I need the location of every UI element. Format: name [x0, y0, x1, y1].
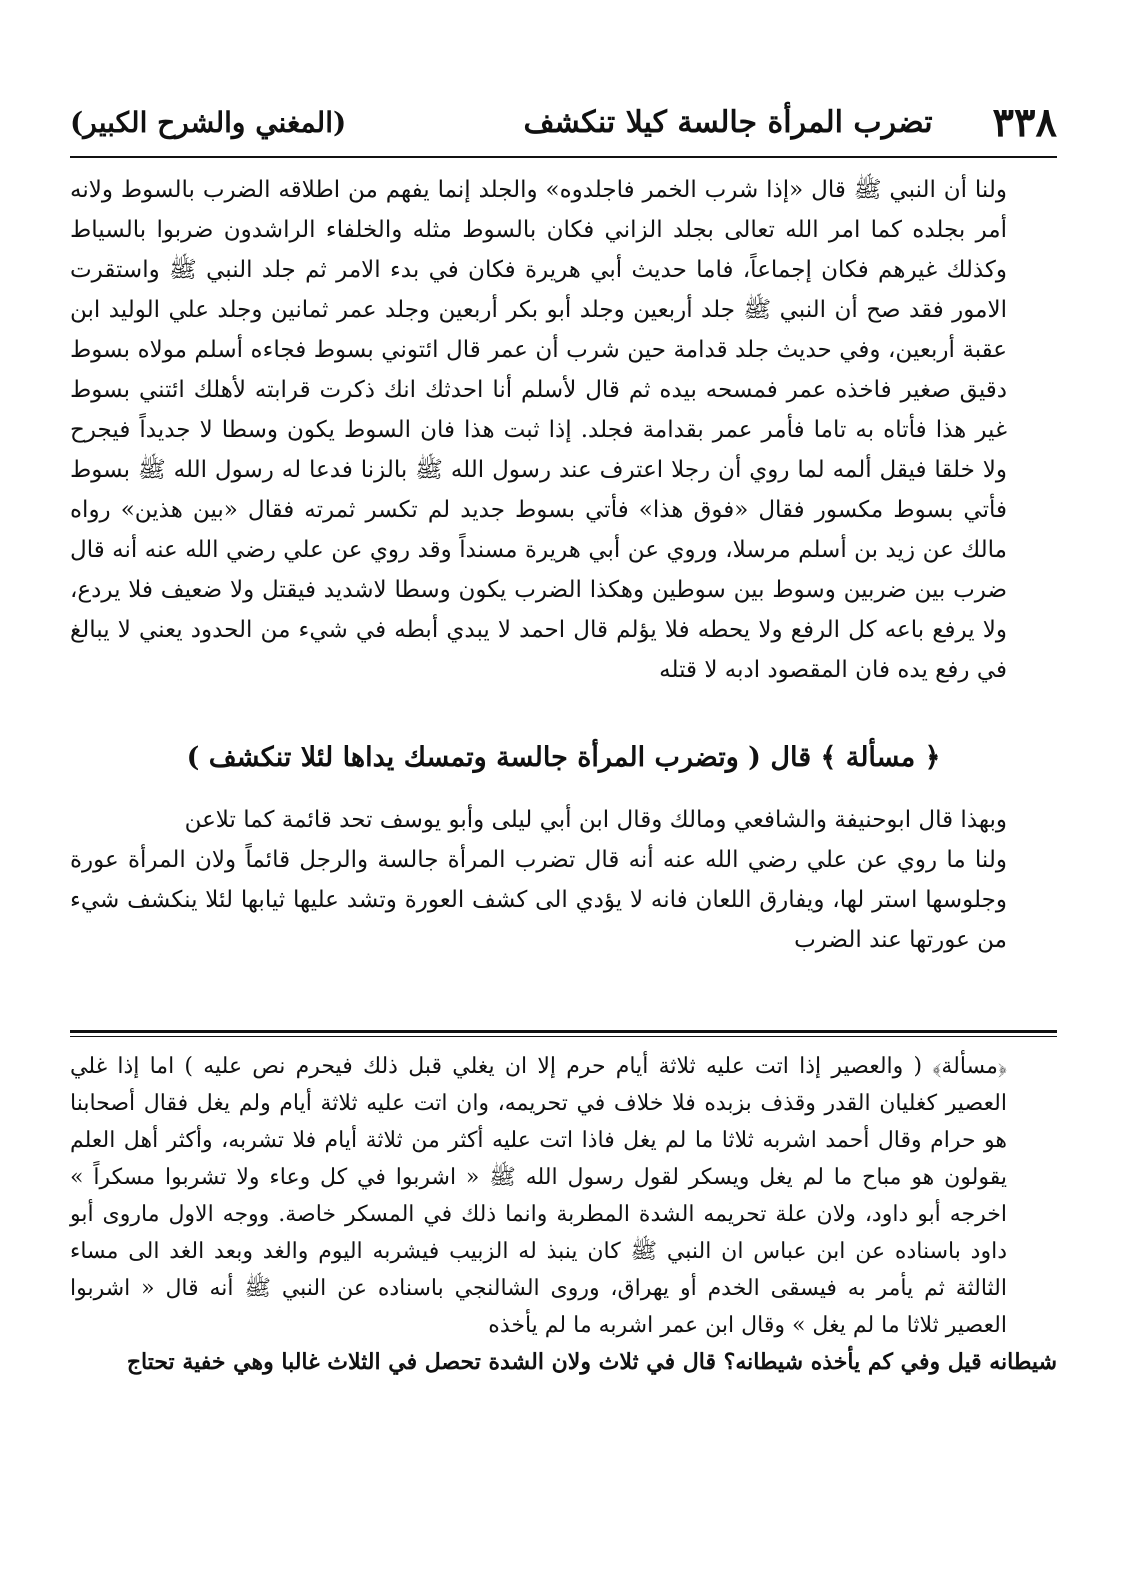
footnote-text — [70, 1048, 1057, 1381]
footnote-divider-thick — [70, 1030, 1057, 1033]
paragraph: وبهذا قال ابوحنيفة والشافعي ومالك وقال ابن أبي ليلى وأبو يوسف تحد قائمة كما تلاعن — [184, 807, 1007, 833]
footnote-paragraph: ﴿مسألة﴾ ( والعصير إذا اتت عليه ثلاثة أيام حرم إلا ان يغلي قبل ذلك فيحرم نص عليه ) اما إذا غلي العصير كغليان القدر وقذف بزبده فلا خلاف في تحريمه، وان اتت عليه ثلاثة أيام ولم يغل فقال أصحابنا هو حرام وقال أحمد اشربه ثلاثا ما لم يغل فاذا اتت عليه أكثر من ثلاثة أيام فلا تشربه، وأكثر أهل العلم يقولون هو مباح ما لم يغل ويسكر لقول رسول الله ﷺ « اشربوا في كل وعاء ولا تشربوا مسكراً » اخرجه أبو داود، ولان علة تحريمه الشدة المطربة وانما ذلك في المسكر خاصة. ووجه الاول ماروى أبو داود باسناده عن ابن عباس ان النبي ﷺ كان ينبذ له الزبيب فيشربه اليوم والغد وبعد الغد الى مساء الثالثة ثم يأمر به فيسقى الخدم أو يهراق، وروى الشالنجي باسناده عن النبي ﷺ أنه قال « اشربوا العصير ثلاثا ما لم يغل » وقال ابن عمر اشربه ما لم يأخذه — [70, 1054, 1007, 1338]
paragraph: ولنا ما روي عن علي رضي الله عنه أنه قال تضرب المرأة جالسة والرجل قائماً ولان المرأة عورة وجلوسها استر لها، ويفارق اللعان فانه لا يؤدي الى كشف العورة وتشد عليها ثيابها لئلا ينكشف شيء من عورتها عند الضرب — [70, 847, 1007, 953]
running-title: تضرب المرأة جالسة كيلا تنكشف — [523, 104, 933, 140]
lower-body-text — [70, 800, 1057, 960]
page-header — [70, 92, 1057, 152]
footnote-last-line: شيطانه قيل وفي كم يأخذه شيطانه؟ قال في ثلاث ولان الشدة تحصل في الثلاث غالبا وهي خفية تحتاج — [126, 1349, 1057, 1375]
header-divider — [70, 156, 1057, 158]
footnote-divider-thin — [70, 1036, 1057, 1037]
paragraph: ولنا أن النبي ﷺ قال «إذا شرب الخمر فاجلدوه» والجلد إنما يفهم من اطلاقه الضرب بالسوط ولانه أمر بجلده كما امر الله تعالى بجلد الزاني فكان بالسوط مثله والخلفاء الراشدون ضربوا بالسياط وكذلك غيرهم فكان إجماعاً، فاما حديث أبي هريرة فكان في بدء الامر ثم جلد النبي ﷺ واستقرت الامور فقد صح أن النبي ﷺ جلد أربعين وجلد أبو بكر أربعين وجلد عمر ثمانين وجلد علي الوليد ابن عقبة أربعين، وفي حديث جلد قدامة حين شرب أن عمر قال ائتوني بسوط فجاءه أسلم مولاه بسوط دقيق صغير فاخذه عمر فمسحه بيده ثم قال لأسلم أنا احدثك انك ذكرت قرابته لأهلك ائتني بسوط غير هذا فأتاه به تاما فأمر عمر بقدامة فجلد. إذا ثبت هذا فان السوط يكون وسطا لا جديداً فيجرح ولا خلقا فيقل ألمه لما روي أن رجلا اعترف عند رسول الله ﷺ بالزنا فدعا له رسول الله ﷺ بسوط فأتي بسوط مكسور فقال «فوق هذا» فأتي بسوط جديد لم تكسر ثمرته فقال «بين هذين» رواه مالك عن زيد بن أسلم مرسلا، وروي عن أبي هريرة مسنداً وقد روي عن علي رضي الله عنه أنه قال ضرب بين ضربين وسوط بين سوطين وهكذا الضرب يكون وسطا لاشديد فيقتل ولا ضعيف فلا يردع، ولا يرفع باعه كل الرفع ولا يحطه فلا يؤلم قال احمد لا يبدي أبطه في شيء من الحدود يعني لا يبالغ في رفع يده فان المقصود ادبه لا قتله — [70, 177, 1007, 683]
section-heading: ﴿ مسألة ﴾ قال ( وتضرب المرأة جالسة وتمسك يداها لئلا تنكشف ) — [186, 742, 941, 773]
book-title: (المغني والشرح الكبير) — [70, 105, 347, 139]
upper-body-text — [70, 170, 1057, 690]
page-number: ٣٣٨ — [992, 98, 1057, 146]
